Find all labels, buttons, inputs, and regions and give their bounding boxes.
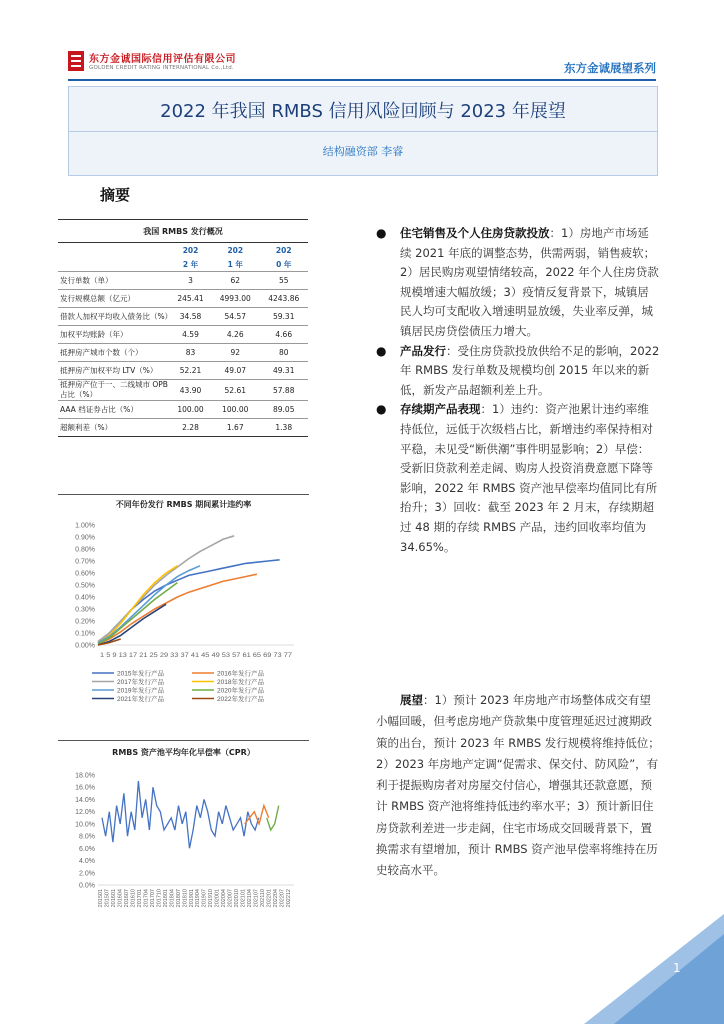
- abstract-heading: 摘要: [100, 186, 131, 204]
- x-tick-label: 202004: [221, 889, 228, 908]
- table-cell: 3: [170, 272, 211, 290]
- bullet-icon: ●: [376, 226, 387, 240]
- x-tick-label: 201704: [143, 889, 150, 908]
- series-line: [98, 560, 280, 643]
- table-cell: 54.57: [211, 308, 259, 326]
- y-tick-label: 2.0%: [79, 870, 95, 878]
- table-cell: 100.00: [170, 401, 211, 419]
- y-tick-label: 4.0%: [79, 858, 95, 866]
- table-cell: 89.05: [260, 401, 309, 419]
- y-tick-label: 0.0%: [79, 882, 95, 890]
- legend-label: 2022年发行产品: [217, 696, 264, 703]
- table-row: [58, 290, 308, 308]
- table-row: [58, 326, 308, 344]
- x-tick-label: 201610: [130, 889, 137, 908]
- row-label: AAA 档证券占比（%）: [58, 401, 170, 419]
- company-logo: [68, 50, 236, 71]
- year-header-2022: 202: [182, 245, 199, 255]
- table-cell: 4.26: [211, 326, 259, 344]
- legend-label: 2019年发行产品: [117, 687, 164, 695]
- table-cell: 55: [260, 272, 309, 290]
- y-tick-label: 0.70%: [75, 558, 95, 566]
- y-tick-label: 10.0%: [75, 821, 95, 829]
- table-cell: 1.67: [211, 419, 259, 437]
- x-tick-label: 202007: [227, 889, 234, 908]
- x-tick-label: 202110: [260, 889, 267, 907]
- logo-icon: [68, 51, 84, 71]
- table-cell: 92: [211, 344, 259, 362]
- x-tick-label: 201507: [104, 889, 111, 908]
- x-tick-labels: 1 5 9 13 17 21 25 29 33 37 41 45 49 53 57 61 65 69 73 77: [100, 652, 293, 659]
- default-rate-chart-svg: [58, 513, 309, 723]
- summary-bullets: [376, 224, 660, 557]
- x-tick-label: 201707: [149, 889, 156, 908]
- x-tick-label: 201904: [195, 889, 202, 908]
- table-cell: 52.61: [211, 380, 259, 401]
- table-cell: 43.90: [170, 380, 211, 401]
- y-tick-label: 0.30%: [75, 606, 95, 614]
- outlook-head: 展望: [400, 693, 423, 707]
- x-tick-label: 201907: [201, 889, 208, 908]
- table-row: [58, 380, 308, 401]
- chart-title: 不同年份发行 RMBS 期间累计违约率: [115, 500, 252, 509]
- year-header-2021: 202: [227, 245, 244, 255]
- y-tick-label: 0.80%: [75, 546, 95, 554]
- x-tick-label: 202212: [286, 889, 292, 908]
- x-tick-label: 201601: [110, 889, 117, 908]
- table-cell: 57.88: [260, 380, 309, 401]
- bullet-item: [376, 400, 660, 557]
- table-cell: 100.00: [211, 401, 259, 419]
- x-tick-label: 202201: [266, 889, 273, 908]
- x-tick-label: 202207: [279, 889, 286, 908]
- table-row: [58, 272, 308, 290]
- y-tick-label: 0.20%: [75, 618, 95, 626]
- issuance-overview-table: [58, 219, 308, 437]
- y-tick-label: 0.90%: [75, 534, 95, 542]
- table-row: [58, 362, 308, 380]
- x-tick-label: 201910: [208, 889, 215, 908]
- author-line: 结构融资部 李睿: [322, 145, 404, 158]
- y-tick-label: 18.0%: [75, 772, 95, 780]
- y-tick-label: 6.0%: [79, 845, 95, 853]
- table-cell: 1.38: [260, 419, 309, 437]
- bullet-body: ：1）房地产市场延续 2021 年底的调整态势，供需两弱，销售疲软；2）居民购房观望情绪较高，2022 年个人住房贷款规模增速大幅放缓；3）疫情反复背景下，城镇居民人均可支配收入增速明显放缓，失业率反弹，城镇居民房贷偿债压力增大。: [400, 226, 659, 338]
- bullet-icon: ●: [376, 343, 387, 358]
- table-row: [58, 419, 308, 437]
- series-label: 东方金诚展望系列: [564, 61, 656, 75]
- table-cell: 49.31: [260, 362, 309, 380]
- table-cell: 2.28: [170, 419, 211, 437]
- x-tick-label: 202010: [234, 889, 241, 908]
- legend-label: 2021年发行产品: [117, 696, 164, 703]
- x-tick-label: 201604: [117, 889, 124, 908]
- row-label: 超额利差（%）: [58, 419, 170, 437]
- table-cell: 4.66: [260, 326, 309, 344]
- outlook-paragraph: [376, 690, 660, 882]
- table-row: [58, 308, 308, 326]
- x-tick-label: 202101: [240, 889, 247, 908]
- table-cell: 49.07: [211, 362, 259, 380]
- cpr-chart: [58, 740, 309, 921]
- chart-title: RMBS 资产池平均年化早偿率（CPR）: [112, 748, 255, 757]
- series-line: [98, 574, 257, 644]
- y-tick-label: 0.10%: [75, 630, 95, 638]
- bullet-body: ：受住房贷款投放供给不足的影响，2022 年 RMBS 发行单数及规模均创 2015 年以来的新低，新发产品超额利差上升。: [400, 343, 660, 397]
- corner-decoration: [544, 884, 724, 1024]
- page-title: 2022 年我国 RMBS 信用风险回顾与 2023 年展望: [69, 93, 657, 132]
- x-tick-label: 202104: [247, 889, 254, 908]
- legend-label: 2015年发行产品: [117, 670, 164, 678]
- y-tick-label: 16.0%: [75, 784, 95, 792]
- row-label: 发行单数（单）: [58, 272, 170, 290]
- year-suffix: 2 年: [182, 259, 199, 269]
- table-cell: 62: [211, 272, 259, 290]
- y-tick-label: 8.0%: [79, 833, 95, 841]
- legend-label: 2018年发行产品: [217, 679, 264, 686]
- row-label: 发行规模总额（亿元）: [58, 290, 170, 308]
- table-cell: 83: [170, 344, 211, 362]
- x-tick-label: 202204: [273, 889, 280, 908]
- year-suffix: 1 年: [227, 259, 243, 269]
- x-tick-label: 201801: [162, 889, 169, 908]
- bullet-head: 产品发行: [400, 343, 446, 358]
- table-cell: 80: [260, 344, 309, 362]
- legend-label: 2016年发行产品: [217, 670, 264, 678]
- company-name-cn: 东方金诚国际信用评估有限公司: [89, 54, 236, 65]
- table-cell: 52.21: [170, 362, 211, 380]
- x-tick-label: 201607: [123, 889, 130, 908]
- legend-label: 2020年发行产品: [217, 687, 264, 695]
- row-label: 抵押房产加权平均 LTV（%）: [58, 362, 170, 380]
- cpr-chart-svg: [58, 761, 309, 923]
- x-tick-label: 201501: [98, 889, 104, 908]
- bullet-body: ：1）违约：资产池累计违约率维持低位，远低于次级档占比，新增违约率保持相对平稳，未见受“断供潮”事件明显影响；2）早偿：受新旧贷款利差走阔、购房人投资消费意愿下降等影响，2022 年 RMBS 资产池早偿率均值同比有所抬升；3）回收：截至 2023 年 2 月末，存续期超过 48 期的存续 RMBS 产品，违约回收率均值为 34.65%。: [400, 402, 658, 554]
- bullet-icon: ●: [376, 402, 387, 417]
- row-label: 加权平均账龄（年）: [58, 326, 170, 344]
- legend-label: 2017年发行产品: [117, 679, 164, 686]
- x-tick-label: 201810: [182, 889, 189, 908]
- x-tick-label: 201807: [175, 889, 182, 908]
- table-cell: 34.58: [170, 308, 211, 326]
- x-tick-label: 202107: [253, 889, 260, 908]
- table-cell: 245.41: [170, 290, 211, 308]
- x-tick-label: 201701: [136, 889, 143, 908]
- row-label: 借款人加权平均收入债务比（%）: [58, 308, 170, 326]
- table-cell: 4.59: [170, 326, 211, 344]
- x-tick-label: 201710: [156, 889, 163, 908]
- table-row: [58, 344, 308, 362]
- y-tick-label: 0.40%: [75, 594, 95, 602]
- header-divider: [68, 79, 656, 81]
- y-tick-label: 1.00%: [75, 522, 95, 530]
- y-tick-label: 12.0%: [75, 809, 95, 817]
- year-header-2020: 202: [275, 245, 292, 255]
- year-suffix: 0 年: [276, 259, 292, 269]
- page-number: 1: [673, 961, 681, 975]
- table-cell: 4243.86: [260, 290, 309, 308]
- bullet-item: [376, 342, 660, 401]
- title-box: [68, 86, 658, 176]
- y-tick-label: 14.0%: [75, 796, 95, 804]
- y-tick-label: 0.00%: [75, 642, 95, 650]
- table-caption: 我国 RMBS 发行概况: [58, 220, 308, 243]
- bullet-head: 住宅销售及个人住房贷款投放: [400, 226, 550, 240]
- y-tick-label: 0.50%: [75, 582, 95, 590]
- bullet-head: 存续期产品表现: [400, 402, 481, 417]
- x-tick-label: 201804: [169, 889, 176, 908]
- outlook-body: ：1）预计 2023 年房地产市场整体成交有望小幅回暖，但考虑房地产贷款集中度管理延迟过渡期政策的出台，预计 2023 年 RMBS 发行规模将维持低位；2）2023 年房地产定调“促需求、保交付、防风险”，有利于提振购房者对房屋交付信心，增强其还款意愿，预计 RMBS 资产池将维持低违约率水平；3）预计新旧住房贷款利差进一步走阔，住宅市场成交回暖背景下，置换需求有望增加，预计 RMBS 资产池早偿率将维持在历史较高水平。: [376, 693, 660, 878]
- series-line: [102, 781, 259, 848]
- table-row: [58, 401, 308, 419]
- y-tick-label: 0.60%: [75, 570, 95, 578]
- row-label: 抵押房产位于一、二线城市 OPB 占比（%）: [58, 380, 170, 401]
- bullet-item: [376, 224, 660, 342]
- default-rate-chart: [58, 494, 309, 723]
- x-tick-label: 202001: [214, 889, 221, 908]
- table-cell: 59.31: [260, 308, 309, 326]
- company-name-en: GOLDEN CREDIT RATING INTERNATIONAL Co.,Ltd.: [89, 65, 234, 71]
- table-cell: 4993.00: [211, 290, 259, 308]
- x-tick-label: 201901: [188, 889, 195, 908]
- row-label: 抵押房产城市个数（个）: [58, 344, 170, 362]
